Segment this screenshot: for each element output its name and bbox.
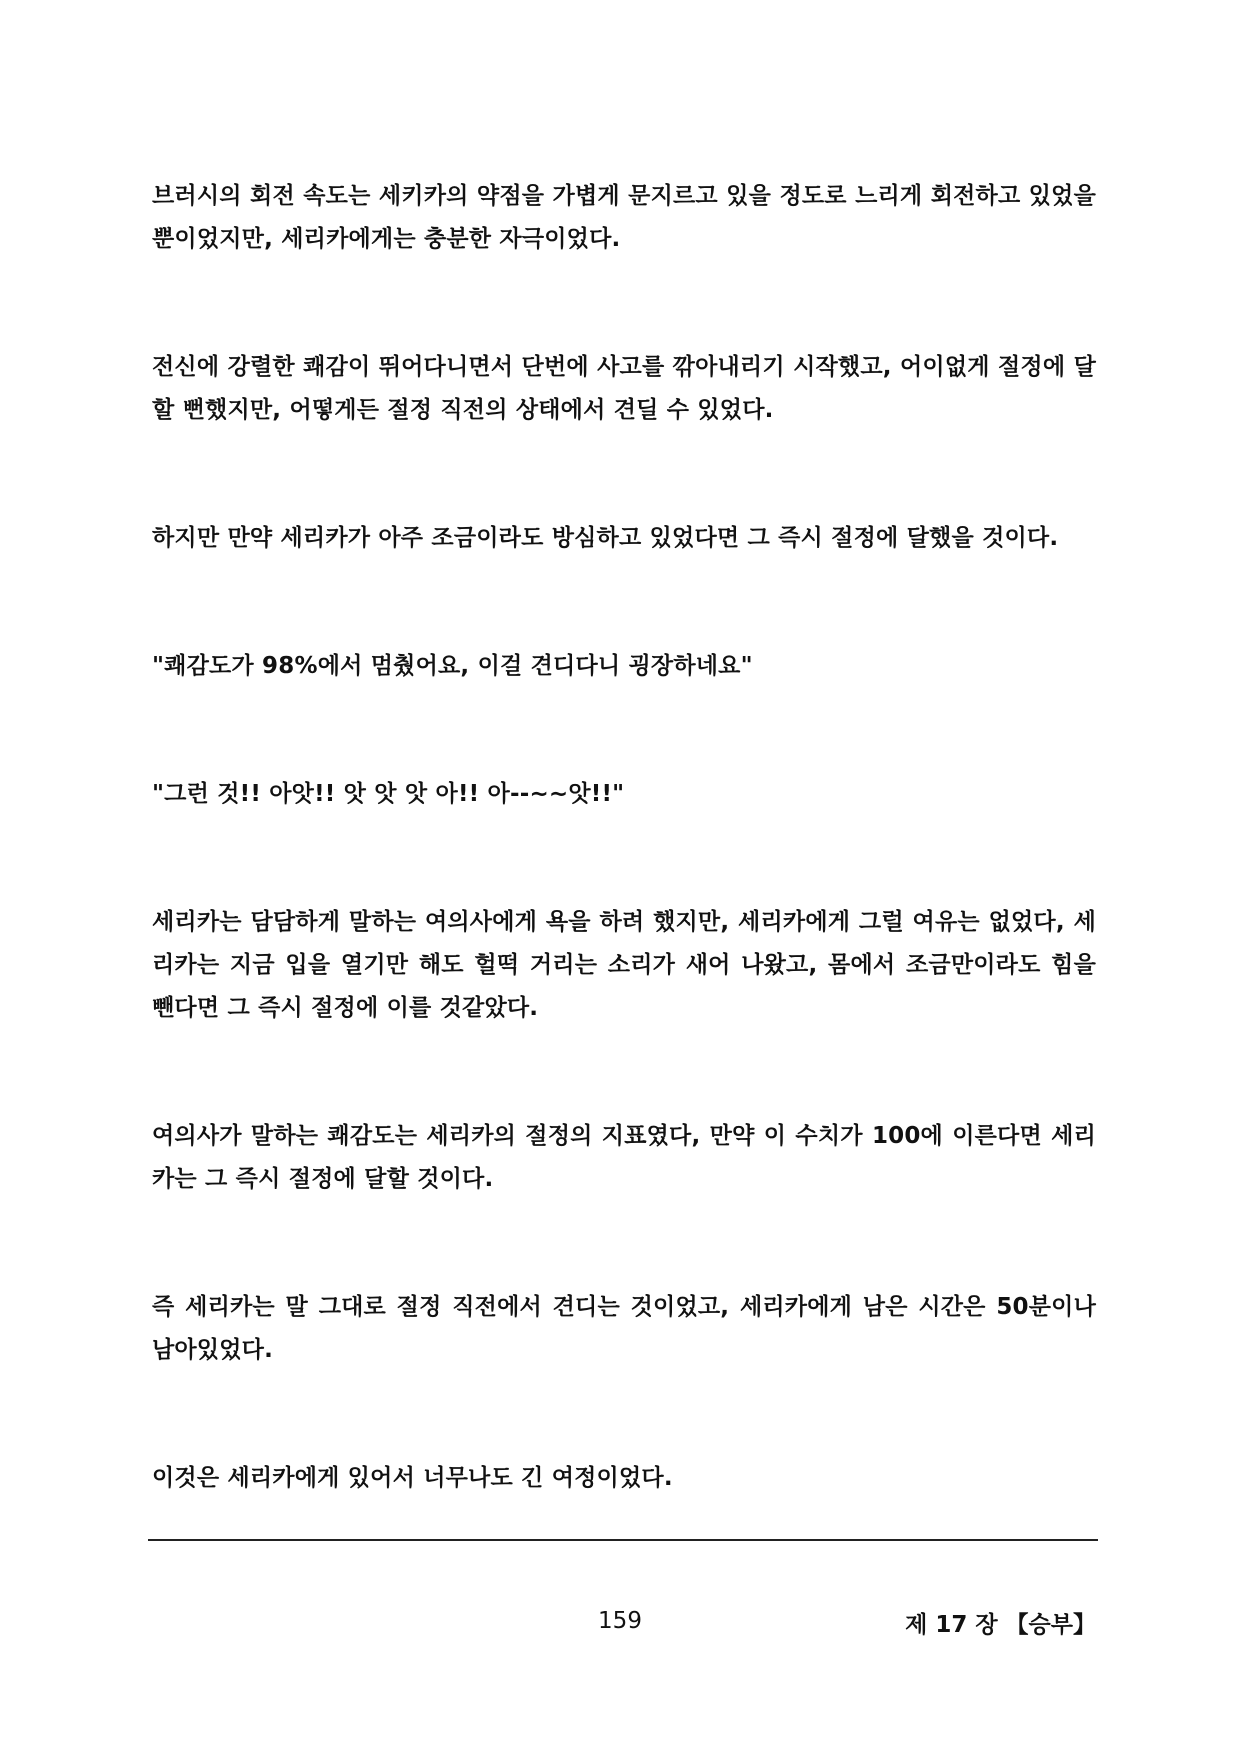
- paragraph-6: 즉 세리카는 말 그대로 절정 직전에서 견디는 것이었고, 세리카에게 남은 시간은 50분이나 남아있었다.: [152, 1294, 1096, 1363]
- footer-divider: [148, 1539, 1098, 1541]
- paragraph-1: 브러시의 회전 속도는 세키카의 약점을 가볍게 문지르고 있을 정도로 느리게 회전하고 있었을 뿐이었지만, 세리카에게는 충분한 자극이었다.: [152, 183, 1096, 252]
- dialogue-1: "쾌감도가 98%에서 멈췄어요, 이걸 견디다니 굉장하네요": [152, 653, 753, 679]
- paragraph-2: 전신에 강렬한 쾌감이 뛰어다니면서 단번에 사고를 깎아내리기 시작했고, 어이없게 절정에 달할 뻔했지만, 어떻게든 절정 직전의 상태에서 견딜 수 있었다.: [152, 354, 1096, 423]
- chapter-title: 제 17 장 【승부】: [905, 1612, 1096, 1638]
- dialogue-2: "그런 것!! 아앗!! 앗 앗 앗 아!! 아--~~앗!!": [152, 781, 625, 807]
- paragraph-7: 이것은 세리카에게 있어서 너무나도 긴 여정이었다.: [152, 1465, 673, 1491]
- paragraph-5: 여의사가 말하는 쾌감도는 세리카의 절정의 지표였다, 만약 이 수치가 100에 이른다면 세리카는 그 즉시 절정에 달할 것이다.: [152, 1123, 1096, 1192]
- body-text: [152, 175, 1096, 1585]
- paragraph-4: 세리카는 담담하게 말하는 여의사에게 욕을 하려 했지만, 세리카에게 그럴 여유는 없었다, 세리카는 지금 입을 열기만 해도 헐떡 거리는 소리가 새어 나왔고, 몸에서 조금만이라도 힘을 뺀다면 그 즉시 절정에 이를 것같았다.: [152, 909, 1096, 1021]
- page-number: 159: [598, 1608, 642, 1634]
- paragraph-3: 하지만 만약 세리카가 아주 조금이라도 방심하고 있었다면 그 즉시 절정에 달했을 것이다.: [152, 525, 1059, 551]
